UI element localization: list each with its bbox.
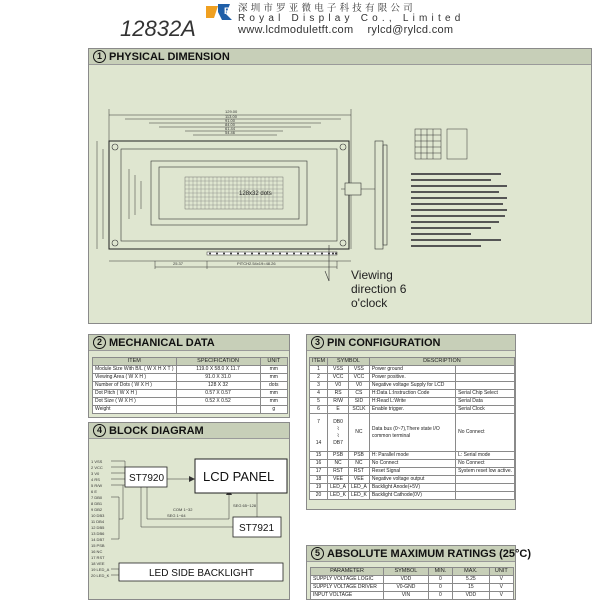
cell: VEE (328, 476, 349, 484)
table-row-data-bus (310, 414, 515, 452)
cell: 4 (310, 390, 328, 398)
section-title: ABSOLUTE MAXIMUM RATINGS (25°C) (327, 548, 532, 560)
cell: 20 (310, 492, 328, 500)
pin-label: 12 DB5 (91, 525, 105, 530)
cell: Data bus (0~7),There state I/O common terminal (369, 414, 455, 452)
cell: NC (348, 460, 369, 468)
cell: 0 (428, 592, 452, 600)
pin-label: 7 DB0 (91, 495, 103, 500)
table-row (311, 576, 514, 584)
cell: 2 (310, 374, 328, 382)
cell: mm (260, 398, 287, 406)
table-row (310, 476, 515, 484)
table-row (311, 584, 514, 592)
cell: 0 (428, 584, 452, 592)
cell: H:Data L:Instruction Code (369, 390, 455, 398)
cell: V (489, 576, 513, 584)
cell: g (260, 406, 287, 414)
table-row (310, 452, 515, 460)
pin-label: 5 R/W (91, 483, 103, 488)
col-header: DESCRIPTION (369, 358, 514, 366)
cell: 0 (428, 576, 452, 584)
section-title: BLOCK DIAGRAM (109, 425, 204, 437)
cell: LED_A (328, 484, 349, 492)
col-header: ITEM (93, 358, 177, 366)
cell: SCLK (348, 406, 369, 414)
cell: INPUT VOLTAGE (311, 592, 384, 600)
table-row (93, 398, 288, 406)
table-header-row (311, 568, 514, 576)
cell: No Connect (456, 460, 515, 468)
cell: Dot Pitch ( W X H ) (93, 390, 177, 398)
cell: Power positive. (369, 374, 455, 382)
cell: 0.52 X 0.52 (176, 398, 260, 406)
cell: V0 (328, 382, 349, 390)
dim-label: 113.00 (225, 114, 237, 119)
dimension-drawing (89, 49, 593, 325)
cell: VCC (348, 374, 369, 382)
table-row (310, 468, 515, 476)
absolute-ratings-header (307, 546, 532, 562)
section-title: PHYSICAL DIMENSION (109, 51, 230, 63)
table-row (310, 390, 515, 398)
pin-configuration-panel (306, 334, 516, 510)
absolute-ratings-table (310, 567, 514, 600)
pin-label: 3 V0 (91, 471, 100, 476)
dim-bottom-label: 25.37 (173, 261, 184, 266)
contact-line (238, 24, 598, 36)
cell: 15 (453, 584, 490, 592)
company-name-cn: 深圳市罗亚微电子科技有限公司 (238, 3, 416, 14)
cell: VIN (384, 592, 429, 600)
email-link[interactable]: rylcd@rylcd.com (367, 24, 454, 36)
cell-bottom: DB7 (333, 439, 343, 446)
cell: RST (348, 468, 369, 476)
table-row (310, 460, 515, 468)
section-number: 4 (93, 424, 106, 437)
cell: VSS (328, 366, 349, 374)
cell (310, 414, 328, 452)
cell (456, 484, 515, 492)
cell: 91.0 X 31.0 (176, 374, 260, 382)
col-header: MIN. (428, 568, 452, 576)
cell: RST (328, 468, 349, 476)
pin-configuration-header (307, 335, 515, 351)
cell: 6 (310, 406, 328, 414)
cell: Viewing Area ( W X H ) (93, 374, 177, 382)
cell: Backlight Cathode(0V) (369, 492, 455, 500)
cell (456, 476, 515, 484)
dim-label: 91.00 (225, 118, 236, 123)
pin-label: 19 LED_A (91, 567, 110, 572)
cell: NC (328, 460, 349, 468)
cell: mm (260, 390, 287, 398)
cell: Negative voltage output (369, 476, 455, 484)
cell: Enable trigger. (369, 406, 455, 414)
pin-label: 9 DB2 (91, 507, 103, 512)
pin-label: 15 PSB (91, 543, 105, 548)
dim-label: 61.44 (225, 126, 236, 131)
cell: 16 (310, 460, 328, 468)
physical-dimension-panel (88, 48, 592, 324)
cell: 5.25 (453, 576, 490, 584)
table-row (310, 484, 515, 492)
section-number: 2 (93, 336, 106, 349)
col-header: UNIT (260, 358, 287, 366)
cell: L: Serial mode (456, 452, 515, 460)
section-number: 5 (311, 547, 324, 560)
table-row (93, 374, 288, 382)
company-logo (204, 2, 240, 22)
section-title: MECHANICAL DATA (109, 337, 215, 349)
mechanical-data-table (92, 357, 288, 414)
cell: SID (348, 398, 369, 406)
col-header: PARAMETER (311, 568, 384, 576)
col-header: SYMBOL (384, 568, 429, 576)
chip1-label: ST7920 (129, 473, 165, 484)
cell: 1 (310, 366, 328, 374)
bus-label: SEG 65~128 (233, 503, 257, 508)
cell: 0.57 X 0.57 (176, 390, 260, 398)
model-number: 12832A (120, 16, 196, 41)
cell: 17 (310, 468, 328, 476)
cell: 3 (310, 382, 328, 390)
cell: mm (260, 374, 287, 382)
cell-top: DB0 (333, 418, 343, 425)
cell: LED_K (328, 492, 349, 500)
col-header: ITEM (310, 358, 328, 366)
mechanical-data-panel (88, 334, 290, 418)
company-info (238, 0, 598, 36)
website-link[interactable]: www.lcdmoduletft.com (238, 24, 354, 36)
cell (456, 366, 515, 374)
cell (176, 406, 260, 414)
table-header-row (93, 358, 288, 366)
viewing-direction-1: Viewing (351, 268, 393, 282)
cell: VSS (348, 366, 369, 374)
cell: H: Parallel mode (369, 452, 455, 460)
table-row (310, 366, 515, 374)
cell: 18 (310, 476, 328, 484)
cell: CS (348, 390, 369, 398)
absolute-ratings-panel (306, 545, 532, 600)
cell: Dot Size ( W X H ) (93, 398, 177, 406)
cell: 15 (310, 452, 328, 460)
cell: RS (328, 390, 349, 398)
cell: DB0 ⌇ ⌇ DB7 (328, 414, 349, 452)
cell: No Connect (456, 414, 515, 452)
cell: 128 X 32 (176, 382, 260, 390)
cell: Serial Clock (456, 406, 515, 414)
pin-label: 18 VEE (91, 561, 105, 566)
cell: Weight (93, 406, 177, 414)
pitch-label: PITCH2.54x19=48.26 (237, 261, 276, 266)
cell: dots (260, 382, 287, 390)
cell: Power ground (369, 366, 455, 374)
side-view (329, 141, 387, 281)
chip1-block (125, 467, 167, 487)
pin-label: 20 LED_K (91, 573, 110, 578)
col-header: SPECIFICATION (176, 358, 260, 366)
pin-label: 2 VCC (91, 465, 103, 470)
cell: VDD (453, 592, 490, 600)
cell (456, 492, 515, 500)
company-name-en: Royal Display Co., Limited (238, 13, 465, 24)
table-row (93, 366, 288, 374)
cell: VCC (328, 374, 349, 382)
cell: Backlight Anode(+5V) (369, 484, 455, 492)
table-row (310, 374, 515, 382)
cell: PSB (328, 452, 349, 460)
cell: NC (348, 414, 369, 452)
dim-label: 84.00 (225, 122, 236, 127)
col-header: MAX. (453, 568, 490, 576)
cell: SUPPLY VOLTAGE DRIVER (311, 584, 384, 592)
cell: Negative voltage Supply for LCD (369, 382, 455, 390)
pin-label: 4 RS (91, 477, 100, 482)
cell: R/W (328, 398, 349, 406)
pin-label: 8 DB1 (91, 501, 103, 506)
cell: Module Size With B/L ( W X H X T ) (93, 366, 177, 374)
block-diagram (89, 423, 291, 600)
cell-bottom: 14 (315, 439, 322, 446)
cell: mm (260, 366, 287, 374)
pin-label: 17 RST (91, 555, 105, 560)
pin-table (309, 357, 515, 500)
cell: System reset low active. (456, 468, 515, 476)
table-row (310, 492, 515, 500)
glass-label: 128x32 dots (239, 191, 272, 197)
table-row (93, 382, 288, 390)
cell: Reset Signal (369, 468, 455, 476)
section-number: 1 (93, 50, 106, 63)
cell-top: 7 (317, 418, 320, 425)
cell: No Connect (369, 460, 455, 468)
chip2-label: ST7921 (239, 523, 275, 534)
svg-text:R: R (224, 6, 231, 16)
cell: VEE (348, 476, 369, 484)
col-header: UNIT (489, 568, 513, 576)
cell: Serial Chip Select (456, 390, 515, 398)
cell (456, 374, 515, 382)
cell: Serial Data (456, 398, 515, 406)
cell: V (489, 592, 513, 600)
mechanical-data-header (89, 335, 289, 351)
notes-block (411, 173, 507, 247)
chip2-block (233, 517, 281, 537)
cell: LED_A (348, 484, 369, 492)
cell: E (328, 406, 349, 414)
section-title: PIN CONFIGURATION (327, 337, 441, 349)
cell: 19 (310, 484, 328, 492)
viewing-direction-2: direction 6 (351, 282, 407, 296)
pin-label: 13 DB6 (91, 531, 105, 536)
cell: VDD (384, 576, 429, 584)
col-header: SYMBOL (328, 358, 370, 366)
section-number: 3 (311, 336, 324, 349)
lcd-panel-block (195, 459, 287, 493)
backlight-label: LED SIDE BACKLIGHT (149, 568, 255, 579)
cell: SUPPLY VOLTAGE LOGIC (311, 576, 384, 584)
pin-label: 10 DB3 (91, 513, 105, 518)
block-diagram-panel (88, 422, 290, 600)
cell: PSB (348, 452, 369, 460)
table-row (311, 592, 514, 600)
table-row (93, 390, 288, 398)
table-row (93, 406, 288, 414)
pin-label: 6 E (91, 489, 98, 494)
bus-label: COM 1~32 (173, 507, 193, 512)
dim-label: 54.46 (225, 130, 236, 135)
cell: LED_K (348, 492, 369, 500)
cell: V (489, 584, 513, 592)
table-row (310, 398, 515, 406)
pin-label: 1 VSS (91, 459, 103, 464)
pixel-detail (415, 129, 467, 159)
viewing-direction-3: o'clock (351, 296, 388, 310)
cell: 119.0 X 58.0 X 11.7 (176, 366, 260, 374)
dim-label: 129.00 (225, 109, 238, 114)
table-row (310, 382, 515, 390)
cell: V0 (348, 382, 369, 390)
pin-label: 11 DB4 (91, 519, 105, 524)
cell: V0-GND (384, 584, 429, 592)
cell (456, 382, 515, 390)
pin-label: 14 DB7 (91, 537, 105, 542)
table-header-row (310, 358, 515, 366)
cell: Number of Dots ( W X H ) (93, 382, 177, 390)
cell: H:Read L:Write (369, 398, 455, 406)
table-row (310, 406, 515, 414)
bus-label: SEG 1~64 (167, 513, 186, 518)
cell: 5 (310, 398, 328, 406)
pin-label: 16 NC (91, 549, 103, 554)
backlight-block (119, 563, 283, 581)
lcd-panel-label: LCD PANEL (203, 469, 275, 484)
